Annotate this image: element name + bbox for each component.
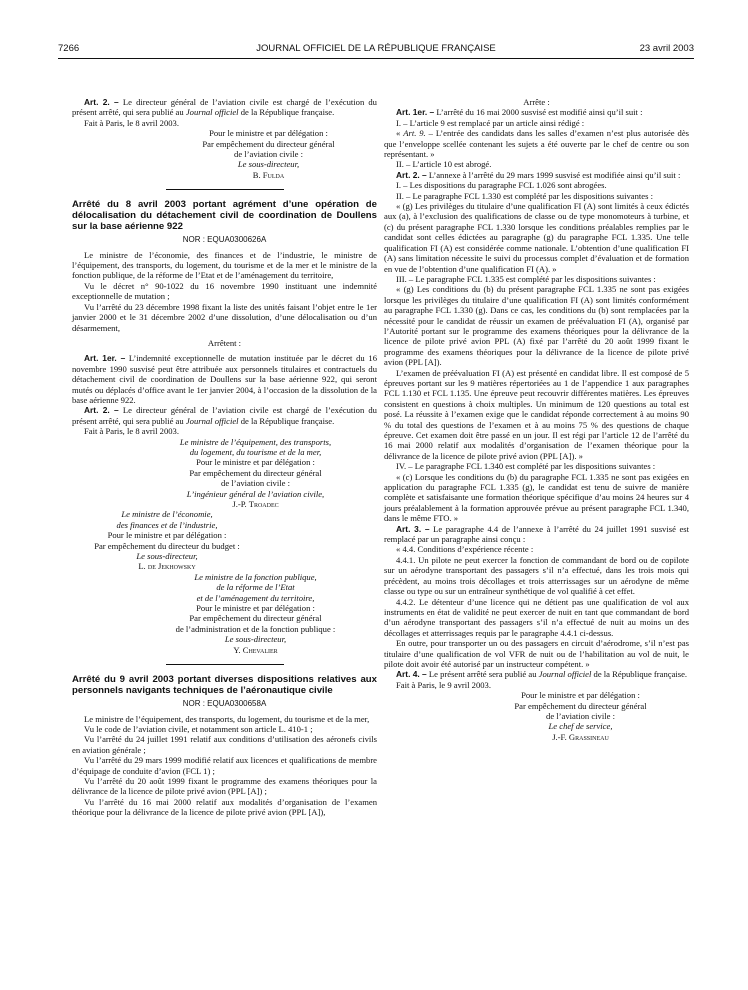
paragraph: L’examen de préévaluation FI (A) est présenté en candidat libre. Il est composé de 5 épreuves portant sur les 9 matières répertoriées au 1 de l’appendice 1 aux paragraphes FCL 1.130 et FCL 1.135. Une épreuve peut recouvrir différentes matières. Les épreuves consistent en questions à choix multiples. Un minimum de 120 questions au total est posé. La réussite à l’examen exige que le candidat réponde correctement à au moins 90 % du total des questions de l’examen et à au moins 75 % des questions de chaque épreuve. Cet examen doit être passé en un jour. Il est régi par l’article 12 de l’arrêté du 16 mai 2000 relatif aux modalités d’organisation de l’examen théorique pour la délivrance de la licence de pilote privé avion (PPL [A]). » [384,367,689,461]
fait-date: Fait à Paris, le 9 avril 2003. [396,679,491,690]
paragraph: En outre, pour transporter un ou des passagers en circuit d’aérodrome, s’il n’est pas titulaire d’une qualification de vol VFR de nuit ou de l’habilitation au vol de nuit, le pilote doit avoir été autorisé par un instructeur compétent. » [384,638,689,669]
paragraph: Vu l’arrêté du 16 mai 2000 relatif aux modalités d’organisation de l’examen théorique pour la délivrance de la licence de pilote privé avion (PPL [A]), [72,796,377,818]
arrete-2-title: Arrêté du 9 avril 2003 portant diverses dispositions relatives aux personnels navigants techniques de l’aéronautique civile [72,674,377,697]
paragraph: Vu l’arrêté du 20 août 1999 fixant le programme des examens théoriques pour la délivrance de la licence de pilote privé avion (PPL [A]) ; [72,775,377,797]
arretent-label: Arrêtent : [207,337,242,348]
arrete-label: Arrête : [523,97,550,107]
paragraph: « (c) Lorsque les conditions du (b) du paragraphe FCL 1.335 ne sont pas exigées en application du paragraphe FCL 1.335 (g), le candidat est tenu de suivre de manière complète et satisfaisante une formation théorique spécifique d’au moins 24 heures sur 4 jours préalablement à la formation approuvée prévue au présent paragraphe FCL 1.340, dans le même FTO. » [384,471,689,524]
paragraph: Vu l’arrêté du 29 mars 1999 modifié relatif aux licences et qualifications de membre d’équipage de conduite d’avion (FCL 1) ; [72,755,377,776]
signature-economie: Le ministre de l’économie, des finances et de l’industrie, Pour le ministre et par délégation : Par empêchement du directeur du budget : Le sous-directeur, L. de Jekhowsky [94,509,240,572]
paragraph: Vu le code de l’aviation civile, et notamment son article L. 410-1 ; [84,723,313,734]
section-divider [166,189,284,190]
paragraph: Vu l’arrêté du 24 juillet 1991 relatif aux conditions d’utilisation des aéronefs civils en aviation générale ; [72,734,377,755]
section-divider [166,664,284,665]
top-signature: Pour le ministre et par délégation : Par empêchement du directeur général de l’aviation civile : Le sous-directeur, B. Fulda [202,128,335,180]
issue-date: 23 avril 2003 [639,43,694,54]
paragraph: IV. – Le paragraphe FCL 1.340 est complété par les dispositions suivantes : [396,461,656,472]
top-fait-date: Fait à Paris, le 8 avril 2003. [84,117,179,128]
journal-title: JOURNAL OFFICIEL DE LA RÉPUBLIQUE FRANÇAISE [256,43,496,54]
paragraph: Le ministre de l’équipement, des transports, du logement, du tourisme et de la mer, [84,713,370,724]
paragraph: I. – Les dispositions du paragraphe FCL 1.026 sont abrogées. [396,180,607,191]
arrete-1-title: Arrêté du 8 avril 2003 portant agrément d’une opération de délocalisation du détachement civil de coordination de Doullens sur la base aérienne 922 [72,199,377,233]
paragraph: « Art. 9. – L’entrée des candidats dans les salles d’examen n’est plus autorisée dès que l’enveloppe scellée contenant les sujets a été ouverte par le chef de centre ou son représentant. » [384,128,689,160]
paragraph: II. – L’article 10 est abrogé. [396,159,492,170]
paragraph: « (g) Les privilèges du titulaire d’une qualification FI (A) sont limités à ceux édictés aux (a), à l’exclusion des qualifications de classe ou de type monomoteurs à turbine, et (c) du présent paragraphe FCL 1.330 lorsque les conditions préalables remplies par le candidat sont celles édictées au paragraphe (g) du paragraphe FCL 1.335. Une telle qualification FI (A) est considérée comme nationale. L’obtention d’une qualification FI (A) sans limitation nécessite le suivi du processus complet d’évaluation et de formation en vue de l’obtention d’une qualification FI (A). » [384,201,689,274]
page-number: 7266 [58,43,80,54]
article-4: Art. 4. – Le présent arrêté sera publié au Journal officiel de la République française. [396,669,688,680]
arrete-1-fait-date: Fait à Paris, le 8 avril 2003. [84,426,179,437]
right-column [384,97,689,742]
paragraph: III. – Le paragraphe FCL 1.335 est complété par les dispositions suivantes : [396,273,656,284]
paragraph: Le ministre de l’économie, des finances et de l’industrie, le ministre de l’équipement, des transports, du logement, du tourisme et de la mer et le ministre de la fonction publique, de la réforme de l’Etat et de l’aménagement du territoire, [72,249,377,281]
article-3: Art. 3. – Le paragraphe 4.4 de l’annexe à l’arrêté du 24 juillet 1991 susvisé est remplacé par un paragraphe ainsi conçu : [384,523,689,545]
page-header [58,44,694,59]
paragraph: II. – Le paragraphe FCL 1.330 est complété par les dispositions suivantes : [396,190,653,201]
left-column [72,97,377,818]
article-2: Art. 2. – L’annexe à l’arrêté du 29 mars 1999 susvisé est modifiée ainsi qu’il suit : [396,169,681,180]
final-signature: Pour le ministre et par délégation : Par empêchement du directeur général de l’aviation civile : Le chef de service, J.-F. Grassineau [514,690,647,742]
paragraph: « (g) Les conditions du (b) du présent paragraphe FCL 1.335 ne sont pas exigées lorsque les privilèges du titulaire d’une qualification FI (A) sont limités conformément au paragraphe FCL 1.330 (g). Dans ce cas, les conditions du (b) sont remplacées par la nécessité pour le candidat de réussir un examen de préévaluation FI (A), organisé par l’Autorité portant sur le programme des examens théoriques pour la délivrance de la licence de pilote privé avion PPL (A) fixé par l’arrêté du 20 août 1999 fixant le programme des examens théoriques pour la délivrance de la licence de pilote privé avion (PPL [A]). [384,284,689,368]
paragraph: Vu l’arrêté du 23 décembre 1998 fixant la liste des unités faisant l’objet entre le 1er janvier 2000 et le 31 décembre 2002 d’une dissolution, d’une délocalisation ou d’un désarmement, [72,301,377,333]
signature-fonction-publique: Le ministre de la fonction publique, de la réforme de l’Etat et de l’aménagement du territoire, Pour le ministre et par délégation : Par empêchement du directeur général de l’administration et de la fonction publique : Le sous-directeur, Y. Chevalier [175,571,336,655]
paragraph: 4.4.2. Le détenteur d’une licence qui ne détient pas une qualification de vol aux instruments en état de validité ne peut exercer de nuit en tant que commandant de bord d’un aérodyne transportant des passagers s’il n’a effectué de nuit au moins un des décollages et atterrissages requis par le paragraphe 4.4.1 ci-dessus. [384,596,689,638]
arrete-2-nor: NOR : EQUA0300658A [182,699,267,709]
paragraph: « 4.4. Conditions d’expérience récente : [396,544,534,555]
arrete-1-article-1: Art. 1er. – L’indemnité exceptionnelle de mutation instituée par le décret du 16 novembre 1990 susvisé peut être attribuée aux personnels titulaires et contractuels du détachement civil de coordination de Doullens sur la base aérienne 922, qui seront mutés ou déplacés d’office avant le 1er janvier 2004, à l’occasion de la dissolution de la base aérienne 922. [72,353,377,405]
top-article-2: Art. 2. – Le directeur général de l’aviation civile est chargé de l’exécution du présent arrêté, qui sera publié au Journal officiel de la République française. [72,97,377,118]
arrete-1-nor: NOR : EQUA0300626A [182,235,267,245]
article-1: Art. 1er. – L’arrêté du 16 mai 2000 susvisé est modifié ainsi qu’il suit : [396,107,643,118]
arrete-1-article-2: Art. 2. – Le directeur général de l’aviation civile est chargé de l’exécution du présent arrêté, qui sera publié au Journal officiel de la République française. [72,405,377,426]
paragraph: Vu le décret n° 90-1022 du 16 novembre 1990 instituant une indemnité exceptionnelle de mutation ; [72,280,377,302]
paragraph: 4.4.1. Un pilote ne peut exercer la fonction de commandant de bord ou de copilote sur un aérodyne transportant des passagers s’il n’a effectué, dans les trois mois qui précèdent, au moins trois décollages et trois atterrissages sur un aérodyne de même classe ou type ou sur un entraîneur synthétique de vol qualifié à cet effet. [384,554,689,597]
signature-equipement: Le ministre de l’équipement, des transports, du logement, du tourisme et de la mer, Pour le ministre et par délégation : Par empêchement du directeur général de l’aviation civile : L’ingénieur général de l’aviation civile, J.-P. Troadec [179,436,332,509]
paragraph: I. – L’article 9 est remplacé par un article ainsi rédigé : [396,117,585,128]
